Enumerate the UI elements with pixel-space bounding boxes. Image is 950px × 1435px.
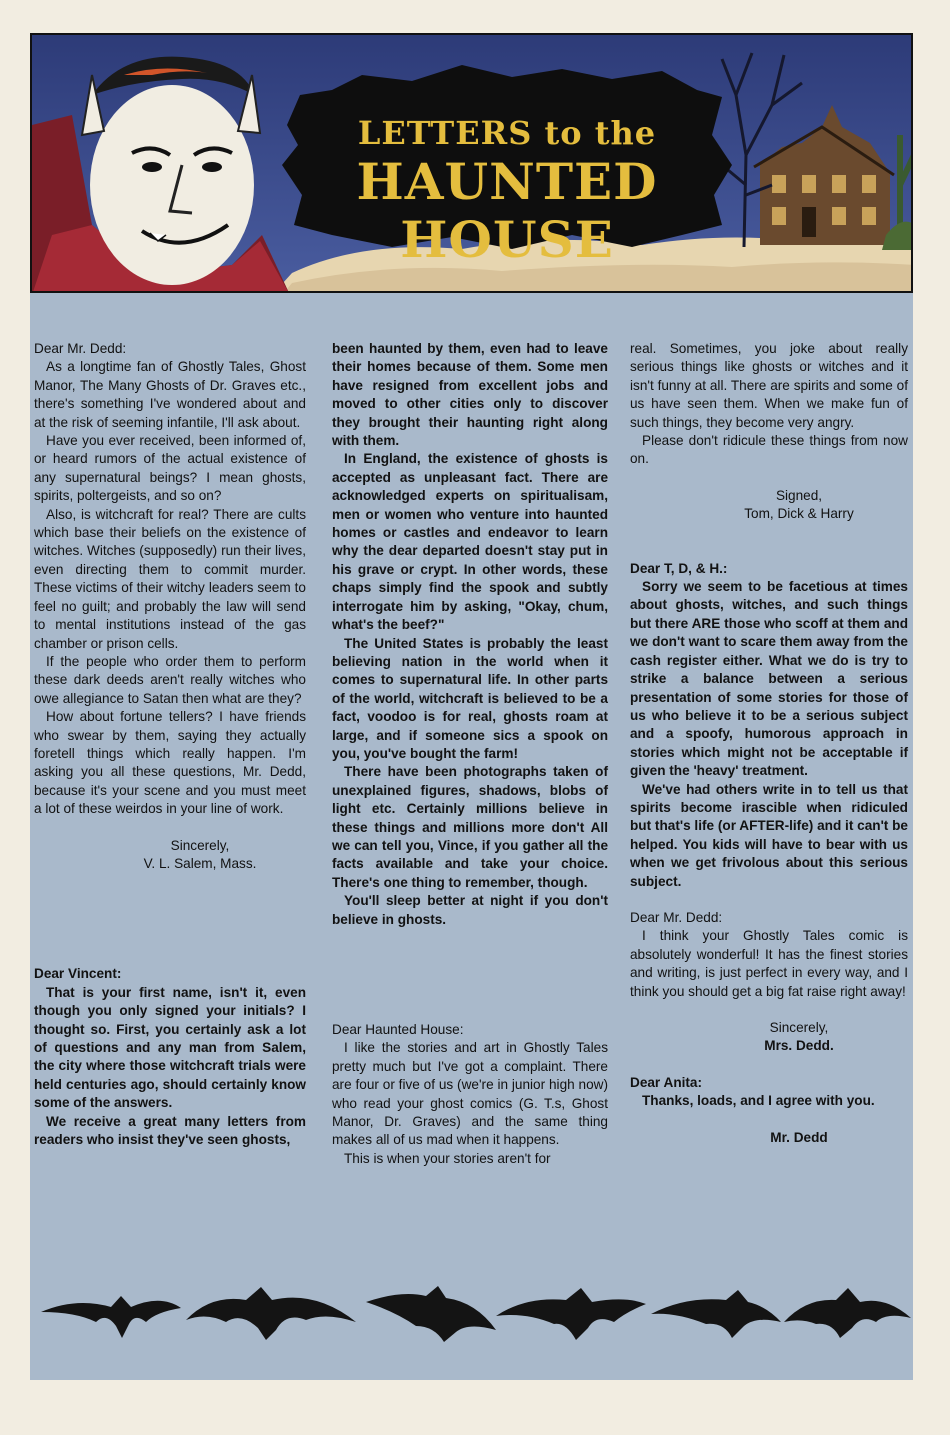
bat-icon [41,1296,181,1338]
signature: V. L. Salem, Mass. [143,855,257,871]
signature: Tom, Dick & Harry [744,506,854,522]
letter-paragraph: Have you ever received, been informed of, or heard rumors of the actual existence of any supernatural beings? I mean ghosts, spirits, poltergeists, and so on? [34,433,306,504]
reply-paragraph: In England, the existence of ghosts is accepted as unpleasant fact. There are acknowledged experts on spiritualisam, men or women who venture into haunted homes or castles and endeavor to learn why the dear departed doesn't stay put in his grave or crypt. In other words, these chaps simply find the spook and subtly interrogate him by asking, "Okay, chum, what's the beef?" [332,451,608,633]
salutation: Dear Mr. Dedd: [630,909,723,925]
reply-paragraph: We've had others write in to tell us that spirits become irascible when ridiculed but that's life (or AFTER-life) and it can't be helped. You kids will have to bear with us when we get frivolous about this serious subject. [630,781,908,889]
reply-paragraph: We receive a great many letters from readers who insist they've seen ghosts, [34,1113,306,1148]
title-line-1: LETTERS to the [357,114,657,152]
bat-icon [496,1288,646,1340]
bat-icon [784,1288,911,1338]
bat-icon [651,1290,781,1338]
signoff: Sincerely, [769,1020,829,1035]
letters-title [302,95,712,269]
reply-paragraph: There have been photographs taken of unexplained figures, shadows, blobs of light etc. Certainly millions believe in these things and millions more don't All we can tell you, Vince, if you gather all the facts available and take your choice. There's one thing to remember, though. [332,764,608,890]
signature: Mrs. Dedd. [764,1038,834,1054]
letters-column-2 [332,340,608,1168]
salutation: Dear Haunted House: [332,1022,464,1037]
title-line-2: HAUNTED HOUSE [356,152,658,269]
bat-icon [366,1286,496,1342]
letter-paragraph: Also, is witchcraft for real? There are cults which base their beliefs on the existence of witches. Witches (supposedly) run their lives, even directing them to commit murder. These victims of their witchy leaders seem to feel no guilt; and probably the law will send to mental institutions instead of the gas chamber or prison cells. [34,506,306,651]
salutation: Dear Mr. Dedd: [34,341,127,356]
letter-paragraph: I like the stories and art in Ghostly Tales pretty much but I've got a complaint. There are four or five of us (we're in junior high now) who read your ghost comics (G. T.s, Ghost Manor, Dr. Graves) and the same thing makes all of us mad when it happens. [332,1040,608,1148]
reply-salutation: Dear T, D, & H.: [630,560,728,576]
letter-paragraph: real. Sometimes, you joke about really serious things like ghosts or witches and it isn't funny at all. There are spirits and some of us have seen them. When we make fun of such things, they become very angry. [630,341,908,430]
letter-paragraph: As a longtime fan of Ghostly Tales, Ghost Manor, The Many Ghosts of Dr. Graves etc., there's something I've wondered about and at the risk of seeming infantile, I'll ask about. [34,359,306,430]
reply-paragraph: been haunted by them, even had to leave their homes because of them. Some men have resigned from excellent jobs and moved to other cities only to discover they brought their haunting right along with them. [332,341,608,449]
letter-paragraph: If the people who order them to perform these dark deeds aren't really witches who owe allegiance to Satan then what are they? [34,653,306,706]
letter-paragraph: How about fortune tellers? I have friends who swear by them, saying they actually foretell things which really happen. I'm asking you all these questions, Mr. Dedd, because it's your scene and you must meet a lot of these weirdos in your line of work. [34,709,306,817]
letter-paragraph: This is when your stories aren't for [344,1150,551,1166]
reply-salutation: Dear Vincent: [34,966,122,982]
letters-header-banner [30,33,913,293]
reply-paragraph: Thanks, loads, and I agree with you. [642,1093,875,1109]
reply-paragraph: The United States is probably the least believing nation in the world when it comes to supernatural life. In other parts of the world, witchcraft is believed to be a fact, voodoo is for real, ghosts roam at large, and if someone sics a spook on you, you've bought the farm! [332,635,608,761]
reply-paragraph: You'll sleep better at night if you don't believe in ghosts. [332,893,608,927]
bats-border [36,1282,916,1352]
signoff: Signed, [775,487,823,503]
signoff: Sincerely, [170,837,230,853]
reply-salutation: Dear Anita: [630,1074,703,1090]
letters-column-1 [34,340,306,1149]
letter-paragraph: Please don't ridicule these things from now on. [630,433,908,467]
reply-paragraph: Sorry we seem to be facetious at times about ghosts, witches, and such things but there ARE those who scoff at them and we don't want to scare them away from the cash register either. What we do is try to strike a balance between a serious presentation of some stories for those of us who believe it to be a serious subject and a spoofy, humorous approach in stories which might not be acceptable if given the 'heavy' treatment. [630,579,908,779]
bat-icon [186,1287,356,1340]
reply-signature: Mr. Dedd [770,1129,828,1145]
letters-column-3 [630,340,908,1147]
letter-paragraph: I think your Ghostly Tales comic is absolutely wonderful! It has the finest stories and writing, is just perfect in every way, and I think you should get a big fat raise right away! [630,928,908,999]
reply-paragraph: That is your first name, isn't it, even though you only signed your initials? I thought so. First, you certainly ask a lot of questions and any man from Salem, the city where those witchcraft trials were held centuries ago, should certainly know some of the answers. [34,984,306,1111]
